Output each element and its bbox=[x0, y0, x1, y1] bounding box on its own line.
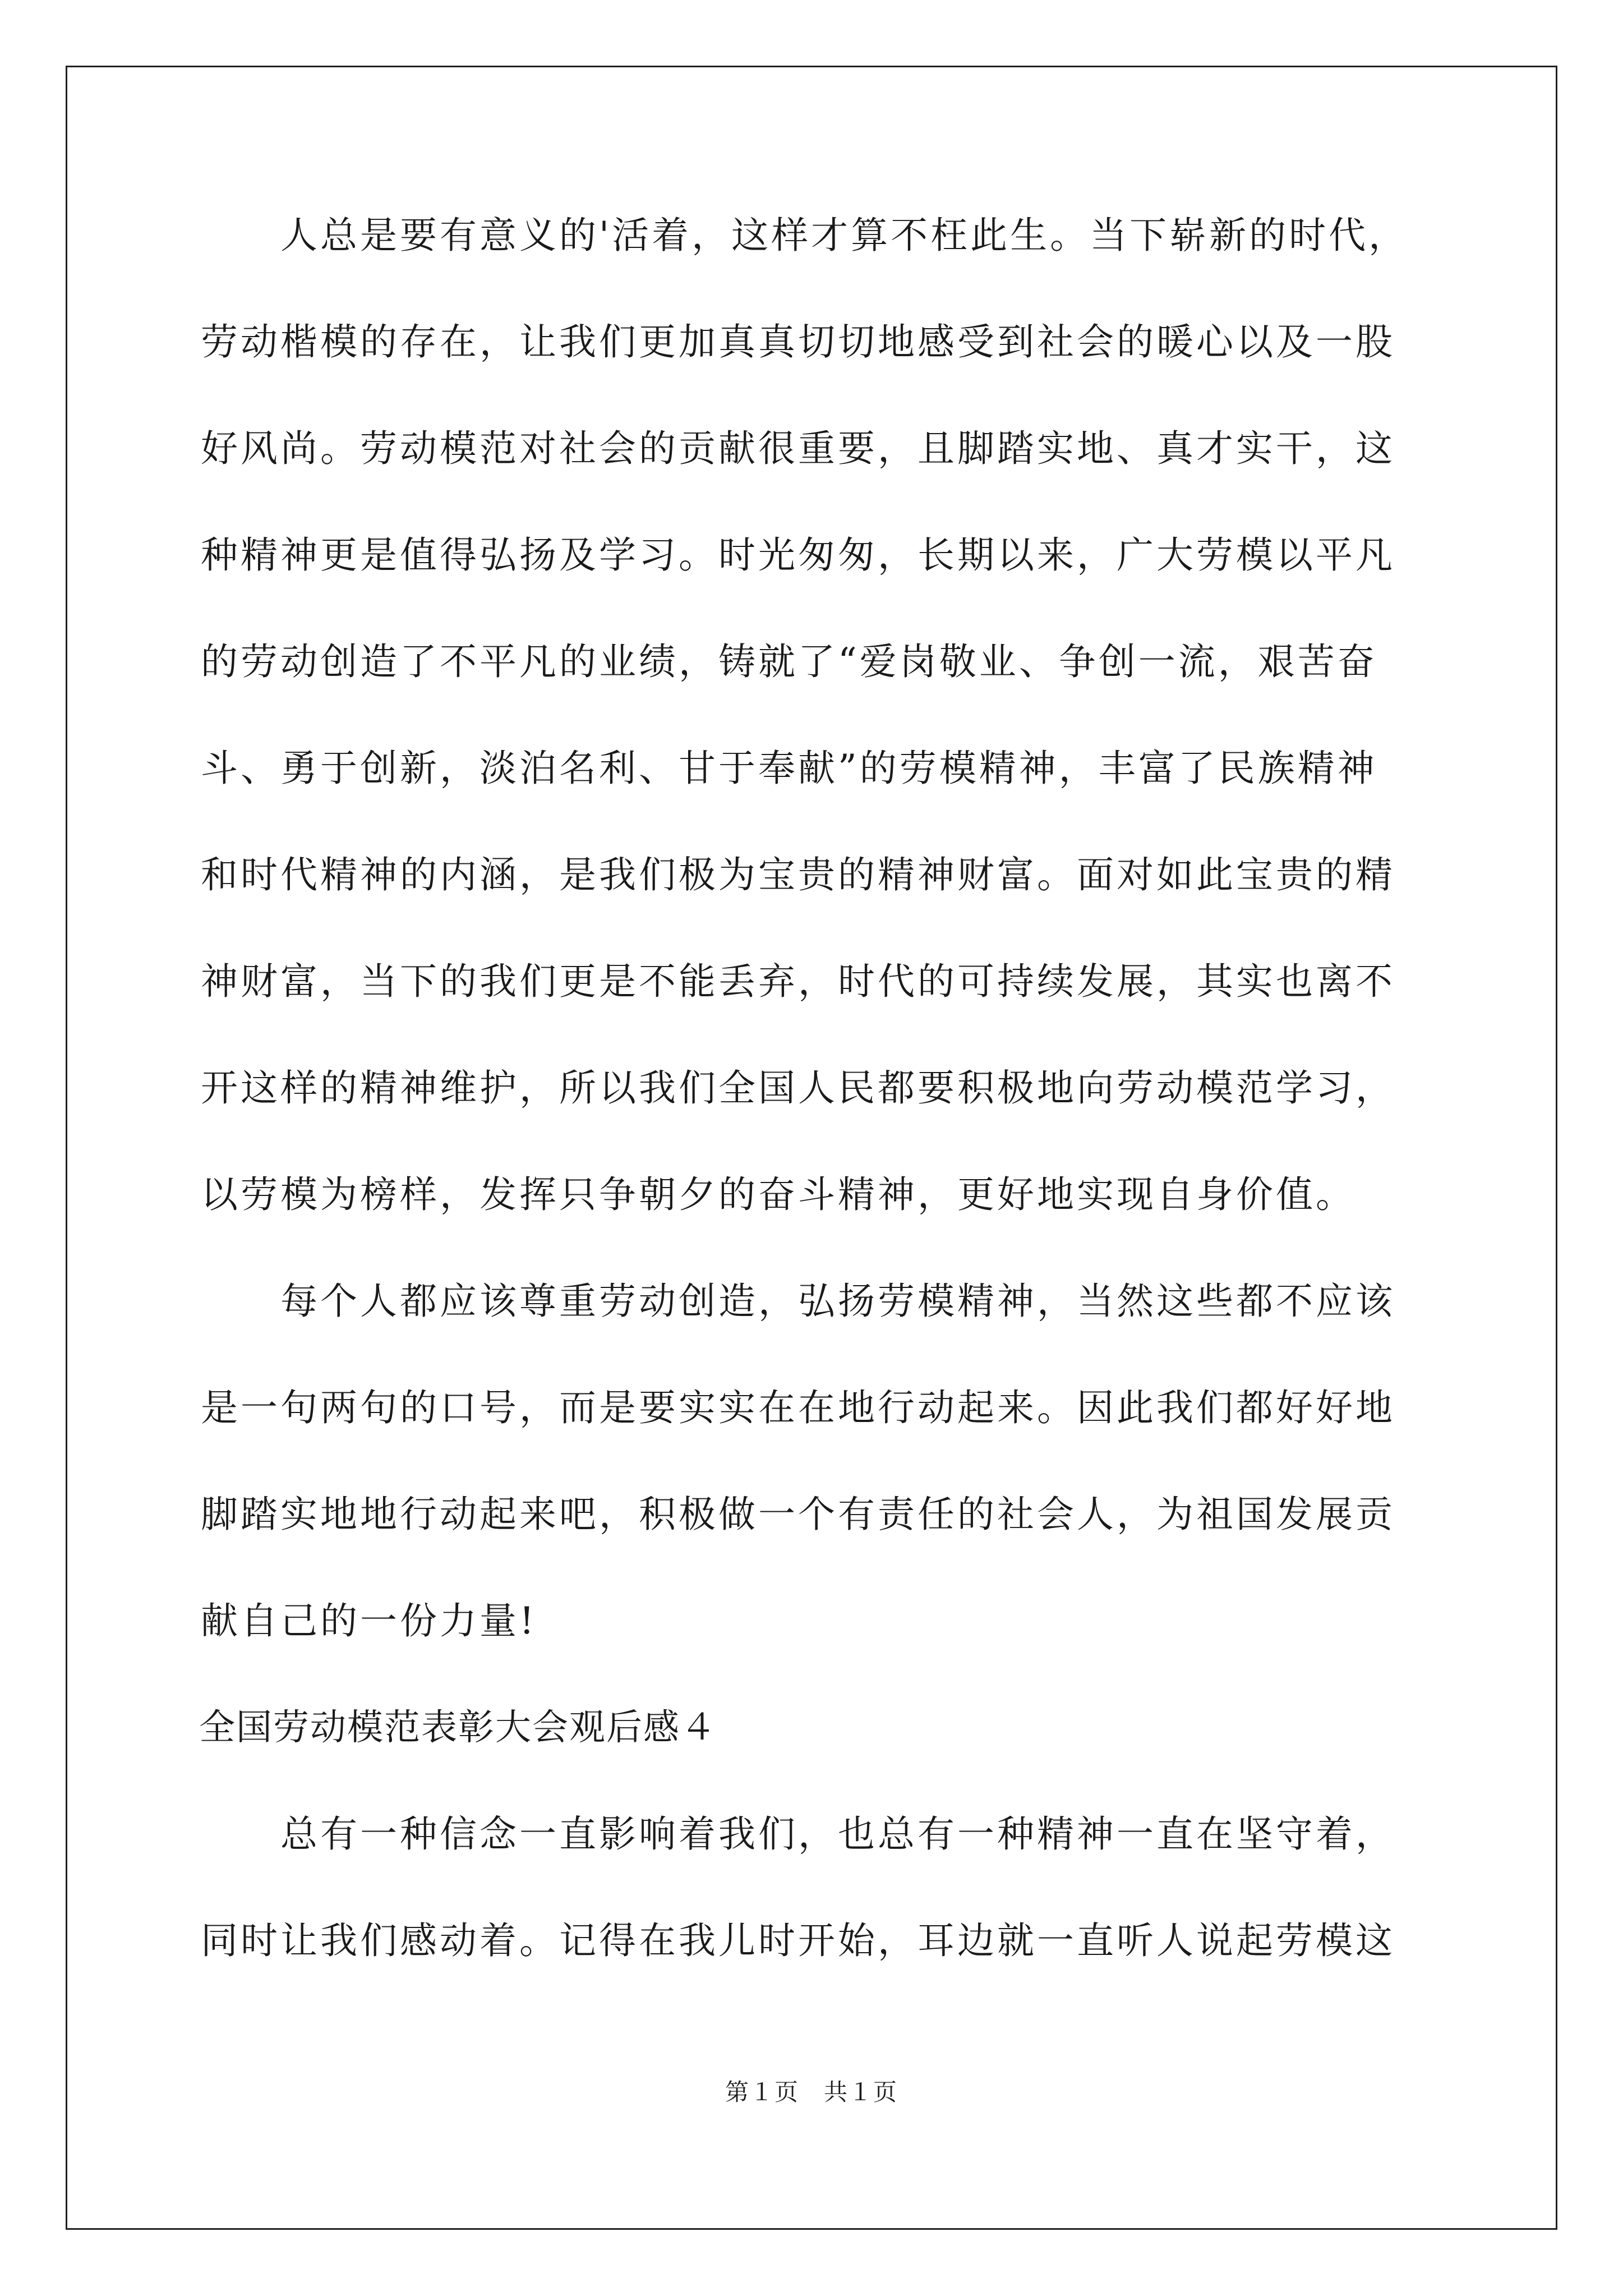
paragraph-line: 人总是要有意义的'活着，这样才算不枉此生。当下崭新的时代， bbox=[201, 214, 1409, 257]
paragraph-line: 的劳动创造了不平凡的业绩，铸就了“爱岗敬业、争创一流，艰苦奋 bbox=[201, 640, 1377, 683]
paragraph-line: 总有一种信念一直影响着我们，也总有一种精神一直在坚守着， bbox=[201, 1812, 1395, 1856]
page-number-footer: 第１页 共１页 bbox=[725, 2078, 898, 2106]
paragraph-line: 好风尚。劳动模范对社会的贡献很重要，且脚踏实地、真才实干，这 bbox=[201, 427, 1395, 470]
paragraph-line: 和时代精神的内涵，是我们极为宝贵的精神财富。面对如此宝贵的精 bbox=[201, 853, 1395, 896]
paragraph-line: 脚踏实地地行动起来吧，积极做一个有责任的社会人，为祖国发展贡 bbox=[201, 1493, 1395, 1536]
paragraph-line: 劳动楷模的存在，让我们更加真真切切地感受到社会的暖心以及一股 bbox=[201, 320, 1395, 364]
page-border bbox=[66, 66, 1557, 2230]
paragraph-line: 是一句两句的口号，而是要实实在在地行动起来。因此我们都好好地 bbox=[201, 1386, 1395, 1429]
paragraph-line: 同时让我们感动着。记得在我儿时开始，耳边就一直听人说起劳模这 bbox=[201, 1919, 1395, 1962]
paragraph-line: 斗、勇于创新，淡泊名利、甘于奉献”的劳模精神，丰富了民族精神 bbox=[201, 747, 1377, 790]
paragraph-line: 献自己的一份力量! bbox=[201, 1599, 537, 1642]
paragraph-line: 开这样的精神维护，所以我们全国人民都要积极地向劳动模范学习， bbox=[201, 1066, 1395, 1110]
paragraph-line: 神财富，当下的我们更是不能丢弃，时代的可持续发展，其实也离不 bbox=[201, 960, 1395, 1003]
section-heading: 全国劳动模范表彰大会观后感４ bbox=[199, 1707, 717, 1749]
paragraph-line: 种精神更是值得弘扬及学习。时光匆匆，长期以来，广大劳模以平凡 bbox=[201, 533, 1395, 577]
paragraph-line: 以劳模为榜样，发挥只争朝夕的奋斗精神，更好地实现自身价值。 bbox=[201, 1173, 1355, 1216]
paragraph-line: 每个人都应该尊重劳动创造，弘扬劳模精神，当然这些都不应该 bbox=[201, 1280, 1395, 1323]
